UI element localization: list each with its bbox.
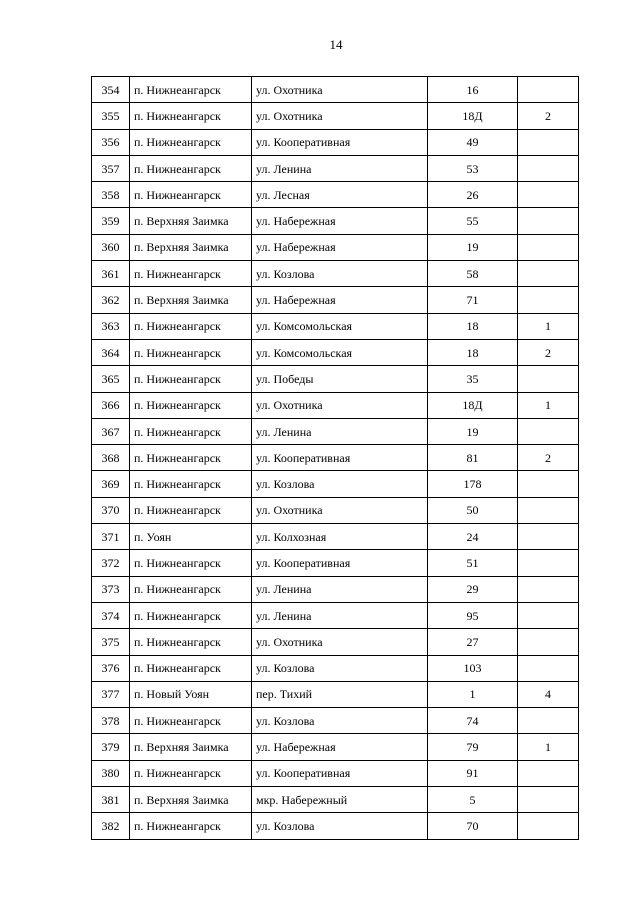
street-cell: ул. Колхозная bbox=[252, 524, 428, 550]
address-table bbox=[91, 76, 579, 840]
house-number-cell: 27 bbox=[428, 629, 518, 655]
apartment-cell bbox=[518, 497, 579, 523]
apartment-cell: 1 bbox=[518, 392, 579, 418]
table-row bbox=[92, 524, 579, 550]
table-row bbox=[92, 813, 579, 839]
street-cell: ул. Победы bbox=[252, 366, 428, 392]
street-cell: ул. Набережная bbox=[252, 208, 428, 234]
street-cell: ул. Кооперативная bbox=[252, 760, 428, 786]
house-number-cell: 24 bbox=[428, 524, 518, 550]
street-cell: ул. Ленина bbox=[252, 418, 428, 444]
table-body bbox=[92, 77, 579, 840]
locality-cell: п. Верхняя Заимка bbox=[130, 208, 252, 234]
apartment-cell bbox=[518, 471, 579, 497]
row-number-cell: 364 bbox=[92, 339, 130, 365]
locality-cell: п. Нижнеангарск bbox=[130, 182, 252, 208]
row-number-cell: 366 bbox=[92, 392, 130, 418]
street-cell: ул. Набережная bbox=[252, 287, 428, 313]
house-number-cell: 178 bbox=[428, 471, 518, 497]
row-number-cell: 363 bbox=[92, 313, 130, 339]
locality-cell: п. Нижнеангарск bbox=[130, 103, 252, 129]
street-cell: ул. Кооперативная bbox=[252, 445, 428, 471]
locality-cell: п. Новый Уоян bbox=[130, 681, 252, 707]
locality-cell: п. Верхняя Заимка bbox=[130, 787, 252, 813]
house-number-cell: 19 bbox=[428, 234, 518, 260]
locality-cell: п. Нижнеангарск bbox=[130, 708, 252, 734]
locality-cell: п. Нижнеангарск bbox=[130, 576, 252, 602]
row-number-cell: 355 bbox=[92, 103, 130, 129]
apartment-cell bbox=[518, 813, 579, 839]
row-number-cell: 380 bbox=[92, 760, 130, 786]
apartment-cell bbox=[518, 418, 579, 444]
row-number-cell: 378 bbox=[92, 708, 130, 734]
house-number-cell: 70 bbox=[428, 813, 518, 839]
row-number-cell: 372 bbox=[92, 550, 130, 576]
house-number-cell: 16 bbox=[428, 77, 518, 103]
table-row bbox=[92, 103, 579, 129]
house-number-cell: 29 bbox=[428, 576, 518, 602]
table-row bbox=[92, 77, 579, 103]
street-cell: ул. Козлова bbox=[252, 261, 428, 287]
apartment-cell: 1 bbox=[518, 734, 579, 760]
locality-cell: п. Нижнеангарск bbox=[130, 760, 252, 786]
apartment-cell: 4 bbox=[518, 681, 579, 707]
table-row bbox=[92, 208, 579, 234]
row-number-cell: 362 bbox=[92, 287, 130, 313]
street-cell: ул. Охотника bbox=[252, 103, 428, 129]
street-cell: пер. Тихий bbox=[252, 681, 428, 707]
apartment-cell bbox=[518, 366, 579, 392]
locality-cell: п. Нижнеангарск bbox=[130, 339, 252, 365]
apartment-cell bbox=[518, 602, 579, 628]
house-number-cell: 58 bbox=[428, 261, 518, 287]
house-number-cell: 18 bbox=[428, 339, 518, 365]
locality-cell: п. Уоян bbox=[130, 524, 252, 550]
table-row bbox=[92, 339, 579, 365]
locality-cell: п. Верхняя Заимка bbox=[130, 287, 252, 313]
locality-cell: п. Нижнеангарск bbox=[130, 497, 252, 523]
table-row bbox=[92, 129, 579, 155]
row-number-cell: 374 bbox=[92, 602, 130, 628]
house-number-cell: 51 bbox=[428, 550, 518, 576]
row-number-cell: 365 bbox=[92, 366, 130, 392]
locality-cell: п. Нижнеангарск bbox=[130, 155, 252, 181]
row-number-cell: 377 bbox=[92, 681, 130, 707]
house-number-cell: 18 bbox=[428, 313, 518, 339]
table-row bbox=[92, 734, 579, 760]
house-number-cell: 5 bbox=[428, 787, 518, 813]
street-cell: ул. Охотника bbox=[252, 392, 428, 418]
locality-cell: п. Верхняя Заимка bbox=[130, 234, 252, 260]
row-number-cell: 379 bbox=[92, 734, 130, 760]
locality-cell: п. Нижнеангарск bbox=[130, 813, 252, 839]
locality-cell: п. Нижнеангарск bbox=[130, 602, 252, 628]
apartment-cell bbox=[518, 708, 579, 734]
apartment-cell bbox=[518, 234, 579, 260]
house-number-cell: 19 bbox=[428, 418, 518, 444]
house-number-cell: 79 bbox=[428, 734, 518, 760]
row-number-cell: 368 bbox=[92, 445, 130, 471]
street-cell: ул. Лесная bbox=[252, 182, 428, 208]
apartment-cell bbox=[518, 182, 579, 208]
table-row bbox=[92, 234, 579, 260]
apartment-cell bbox=[518, 760, 579, 786]
locality-cell: п. Нижнеангарск bbox=[130, 261, 252, 287]
street-cell: ул. Комсомольская bbox=[252, 339, 428, 365]
locality-cell: п. Нижнеангарск bbox=[130, 129, 252, 155]
apartment-cell bbox=[518, 629, 579, 655]
table-row bbox=[92, 182, 579, 208]
apartment-cell bbox=[518, 208, 579, 234]
locality-cell: п. Нижнеангарск bbox=[130, 366, 252, 392]
table-row bbox=[92, 155, 579, 181]
apartment-cell bbox=[518, 787, 579, 813]
table-row bbox=[92, 287, 579, 313]
table-row bbox=[92, 708, 579, 734]
locality-cell: п. Нижнеангарск bbox=[130, 550, 252, 576]
house-number-cell: 53 bbox=[428, 155, 518, 181]
apartment-cell bbox=[518, 576, 579, 602]
locality-cell: п. Нижнеангарск bbox=[130, 392, 252, 418]
apartment-cell: 2 bbox=[518, 103, 579, 129]
street-cell: ул. Ленина bbox=[252, 602, 428, 628]
house-number-cell: 1 bbox=[428, 681, 518, 707]
house-number-cell: 18Д bbox=[428, 103, 518, 129]
apartment-cell: 1 bbox=[518, 313, 579, 339]
row-number-cell: 357 bbox=[92, 155, 130, 181]
house-number-cell: 95 bbox=[428, 602, 518, 628]
house-number-cell: 74 bbox=[428, 708, 518, 734]
row-number-cell: 376 bbox=[92, 655, 130, 681]
locality-cell: п. Нижнеангарск bbox=[130, 77, 252, 103]
locality-cell: п. Нижнеангарск bbox=[130, 629, 252, 655]
row-number-cell: 381 bbox=[92, 787, 130, 813]
street-cell: ул. Кооперативная bbox=[252, 129, 428, 155]
row-number-cell: 360 bbox=[92, 234, 130, 260]
apartment-cell bbox=[518, 261, 579, 287]
street-cell: ул. Ленина bbox=[252, 576, 428, 602]
table-row bbox=[92, 445, 579, 471]
table-row bbox=[92, 760, 579, 786]
street-cell: ул. Козлова bbox=[252, 708, 428, 734]
table-row bbox=[92, 418, 579, 444]
house-number-cell: 91 bbox=[428, 760, 518, 786]
apartment-cell: 2 bbox=[518, 445, 579, 471]
row-number-cell: 375 bbox=[92, 629, 130, 655]
table-row bbox=[92, 602, 579, 628]
street-cell: ул. Охотника bbox=[252, 77, 428, 103]
house-number-cell: 55 bbox=[428, 208, 518, 234]
row-number-cell: 356 bbox=[92, 129, 130, 155]
page-number: 14 bbox=[329, 37, 343, 52]
table-row bbox=[92, 313, 579, 339]
row-number-cell: 361 bbox=[92, 261, 130, 287]
table-row bbox=[92, 366, 579, 392]
table-row bbox=[92, 681, 579, 707]
street-cell: ул. Набережная bbox=[252, 734, 428, 760]
table-row bbox=[92, 550, 579, 576]
row-number-cell: 369 bbox=[92, 471, 130, 497]
street-cell: ул. Охотника bbox=[252, 497, 428, 523]
street-cell: ул. Козлова bbox=[252, 655, 428, 681]
row-number-cell: 354 bbox=[92, 77, 130, 103]
locality-cell: п. Нижнеангарск bbox=[130, 655, 252, 681]
apartment-cell bbox=[518, 129, 579, 155]
row-number-cell: 382 bbox=[92, 813, 130, 839]
apartment-cell bbox=[518, 77, 579, 103]
house-number-cell: 18Д bbox=[428, 392, 518, 418]
house-number-cell: 26 bbox=[428, 182, 518, 208]
street-cell: ул. Набережная bbox=[252, 234, 428, 260]
street-cell: ул. Комсомольская bbox=[252, 313, 428, 339]
row-number-cell: 358 bbox=[92, 182, 130, 208]
house-number-cell: 35 bbox=[428, 366, 518, 392]
locality-cell: п. Нижнеангарск bbox=[130, 418, 252, 444]
locality-cell: п. Нижнеангарск bbox=[130, 445, 252, 471]
table-row bbox=[92, 787, 579, 813]
street-cell: ул. Козлова bbox=[252, 471, 428, 497]
apartment-cell bbox=[518, 550, 579, 576]
row-number-cell: 359 bbox=[92, 208, 130, 234]
street-cell: ул. Кооперативная bbox=[252, 550, 428, 576]
house-number-cell: 49 bbox=[428, 129, 518, 155]
row-number-cell: 371 bbox=[92, 524, 130, 550]
apartment-cell: 2 bbox=[518, 339, 579, 365]
apartment-cell bbox=[518, 287, 579, 313]
table-row bbox=[92, 576, 579, 602]
table-row bbox=[92, 655, 579, 681]
house-number-cell: 50 bbox=[428, 497, 518, 523]
apartment-cell bbox=[518, 524, 579, 550]
locality-cell: п. Верхняя Заимка bbox=[130, 734, 252, 760]
house-number-cell: 103 bbox=[428, 655, 518, 681]
street-cell: ул. Охотника bbox=[252, 629, 428, 655]
apartment-cell bbox=[518, 155, 579, 181]
street-cell: мкр. Набережный bbox=[252, 787, 428, 813]
locality-cell: п. Нижнеангарск bbox=[130, 313, 252, 339]
street-cell: ул. Ленина bbox=[252, 155, 428, 181]
locality-cell: п. Нижнеангарск bbox=[130, 471, 252, 497]
table-row bbox=[92, 261, 579, 287]
table-row bbox=[92, 471, 579, 497]
table-row bbox=[92, 392, 579, 418]
house-number-cell: 81 bbox=[428, 445, 518, 471]
row-number-cell: 370 bbox=[92, 497, 130, 523]
house-number-cell: 71 bbox=[428, 287, 518, 313]
row-number-cell: 367 bbox=[92, 418, 130, 444]
table-row bbox=[92, 497, 579, 523]
table-row bbox=[92, 629, 579, 655]
apartment-cell bbox=[518, 655, 579, 681]
street-cell: ул. Козлова bbox=[252, 813, 428, 839]
row-number-cell: 373 bbox=[92, 576, 130, 602]
